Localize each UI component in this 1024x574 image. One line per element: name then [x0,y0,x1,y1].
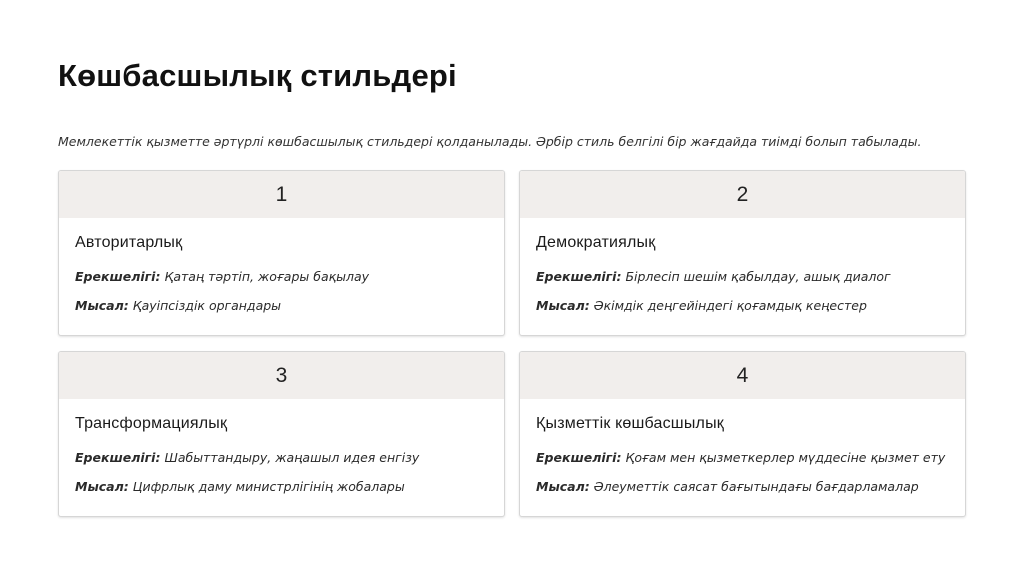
card-servant [519,351,966,517]
card-body [59,399,504,494]
feature-label: Ерекшелігі: [536,269,622,284]
feature-text: Бірлесіп шешім қабылдау, ашық диалог [625,269,891,284]
card-title: Қызметтік көшбасшылық [536,415,724,432]
feature-label: Ерекшелігі: [75,269,161,284]
card-feature [536,269,949,284]
example-text: Әкімдік деңгейіндегі қоғамдық кеңестер [593,298,867,313]
cards-grid [58,170,966,518]
card-number: 3 [59,352,504,399]
card-body [520,399,965,494]
card-title: Демократиялық [536,234,656,251]
card-number: 1 [59,171,504,218]
feature-text: Шабыттандыру, жаңашыл идея енгізу [164,450,420,465]
card-number: 2 [520,171,965,218]
card-body [59,218,504,313]
card-example [536,479,949,494]
card-body [520,218,965,313]
card-democratic [519,170,966,336]
feature-text: Қоғам мен қызметкерлер мүддесіне қызмет ету [625,450,946,465]
page-subtitle: Мемлекеттік қызметте әртүрлі көшбасшылық стильдері қолданылады. Әрбір стиль белгілі бір жағдайда тиімді болып табылады. [58,134,922,149]
example-label: Мысал: [536,298,590,313]
example-text: Әлеуметтік саясат бағытындағы бағдарламалар [593,479,919,494]
feature-text: Қатаң тәртіп, жоғары бақылау [164,269,370,284]
card-example [536,298,949,313]
example-label: Мысал: [75,298,129,313]
card-authoritarian [58,170,505,336]
card-feature [75,269,488,284]
card-title: Трансформациялық [75,415,228,432]
card-title: Авторитарлық [75,234,183,251]
card-transformational [58,351,505,517]
example-text: Қауіпсіздік органдары [132,298,282,313]
card-number: 4 [520,352,965,399]
card-feature [75,450,488,465]
example-label: Мысал: [75,479,129,494]
feature-label: Ерекшелігі: [536,450,622,465]
card-example [75,479,488,494]
page-title: Көшбасшылық стильдері [58,58,457,93]
card-feature [536,450,949,465]
card-example [75,298,488,313]
example-label: Мысал: [536,479,590,494]
feature-label: Ерекшелігі: [75,450,161,465]
example-text: Цифрлық даму министрлігінің жобалары [132,479,405,494]
